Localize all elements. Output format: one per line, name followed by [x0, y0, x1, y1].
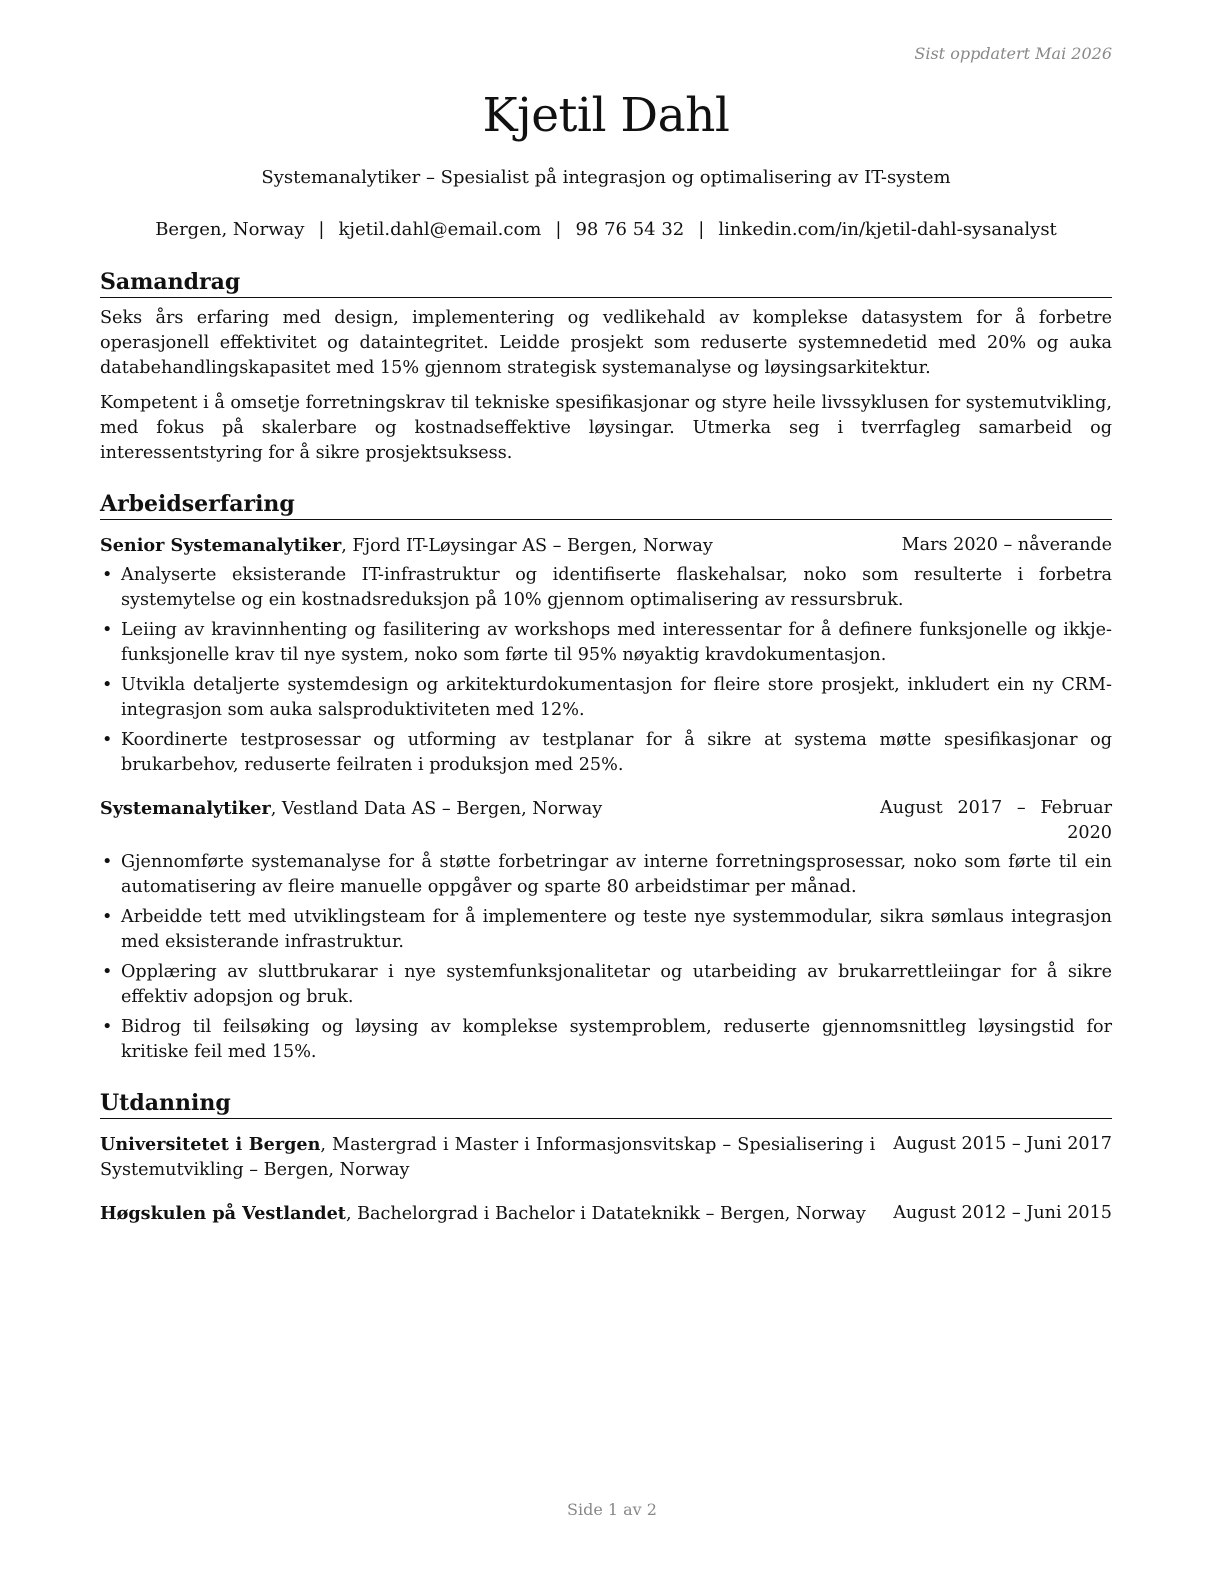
job-bullet: • Gjennomførte systemanalyse for å støtte forbetringar av interne forretningsprosessar, noko som førte til ein automatisering av fleire manuelle oppgåver og sparte 80 arbeidstimar per månad.: [100, 850, 1112, 900]
education-school: Høgskulen på Vestlandet: [100, 1203, 346, 1224]
contact-phone: 98 76 54 32: [575, 219, 685, 240]
job-bullet: • Bidrog til feilsøking og løysing av komplekse systemproblem, reduserte gjennomsnittleg løysingstid for kritiske feil med 15%.: [100, 1015, 1112, 1065]
job-bullet: • Utvikla detaljerte systemdesign og arkitekturdokumentasjon for fleire store prosjekt, inkludert ein ny CRM-integrasjon som auka salsproduktiviteten med 12%.: [100, 673, 1112, 723]
job-entry: [100, 796, 1112, 1065]
job-dates: Mars 2020 – nåverande: [901, 535, 1112, 555]
job-title-line: [100, 796, 862, 822]
contact-line: [100, 218, 1112, 242]
job-header: [100, 796, 1112, 846]
contact-linkedin[interactable]: linkedin.com/in/kjetil-dahl-sysanalyst: [718, 219, 1057, 240]
resume-page: [100, 84, 1112, 1227]
education-school: Universitetet i Bergen: [100, 1134, 321, 1155]
job-entry: [100, 533, 1112, 778]
contact-separator: |: [318, 219, 325, 240]
job-bullets: [100, 850, 1112, 1065]
summary-paragraph: Seks års erfaring med design, implementering og vedlikehald av komplekse datasystem for å forbetre operasjonell effektivitet og dataintegritet. Leidde prosjekt som reduserte systemnedetid med 20% og auka databehandlingskapasitet med 15% gjennom strategisk systemanalyse og løysingsarkitektur.: [100, 308, 1112, 378]
job-bullet: • Leiing av kravinnhenting og fasilitering av workshops med interessentar for å definere funksjonelle og ikkje-funksjonelle krav til nye system, noko som førte til 95% nøyaktig kravdokumentasjon.: [100, 618, 1112, 668]
job-role: Senior Systemanalytiker: [100, 535, 342, 556]
last-updated-note: Sist oppdatert Mai 2026: [914, 44, 1112, 63]
job-bullet: • Analyserte eksisterande IT-infrastruktur og identifiserte flaskehalsar, noko som resulterte i forbetra systemytelse og ein kostnadsreduksjon på 10% gjennom optimalisering av ressursbruk.: [100, 563, 1112, 613]
education-entry: [100, 1132, 1112, 1183]
job-bullet: • Opplæring av sluttbrukarar i nye systemfunksjonalitetar og utarbeiding av brukarrettleiingar for å sikre effektiv adopsjon og bruk.: [100, 960, 1112, 1010]
education-header: [100, 1132, 1112, 1183]
job-dates: August 2017 – Februar 2020: [880, 798, 1112, 843]
education-entry: [100, 1201, 1112, 1227]
contact-location: Bergen, Norway: [155, 219, 305, 240]
job-bullets: [100, 563, 1112, 778]
job-title-line: [100, 533, 884, 559]
section-title-education: Utdanning: [100, 1089, 1112, 1119]
education-title-line: [100, 1201, 875, 1227]
contact-separator: |: [555, 219, 562, 240]
page-number-footer: Side 1 av 2: [567, 1500, 657, 1519]
job-company: , Vestland Data AS – Bergen, Norway: [270, 799, 603, 819]
education-detail: , Bachelorgrad i Bachelor i Datateknikk – Bergen, Norway: [345, 1204, 866, 1224]
job-bullet: • Koordinerte testprosessar og utforming av testplanar for å sikre at systema møtte spesifikasjonar og brukarbehov, reduserte feilraten i produksjon med 25%.: [100, 728, 1112, 778]
section-title-experience: Arbeidserfaring: [100, 490, 1112, 520]
job-role: Systemanalytiker: [100, 798, 271, 819]
summary-paragraph: Kompetent i å omsetje forretningskrav til tekniske spesifikasjonar og styre heile livssyklusen for systemutvikling, med fokus på skalerbare og kostnadseffektive løysingar. Utmerka seg i tverrfagleg samarbeid og interessentstyring for å sikre prosjektsuksess.: [100, 393, 1112, 463]
education-title-line: [100, 1132, 875, 1183]
contact-separator: |: [698, 219, 705, 240]
education-dates: August 2012 – Juni 2015: [893, 1203, 1112, 1223]
job-bullet: • Arbeidde tett med utviklingsteam for å implementere og teste nye systemmodular, sikra sømlaus integrasjon med eksisterande infrastruktur.: [100, 905, 1112, 955]
job-company: , Fjord IT-Løysingar AS – Bergen, Norway: [341, 536, 713, 556]
candidate-headline: Systemanalytiker – Spesialist på integrasjon og optimalisering av IT-system: [261, 167, 951, 188]
education-dates: August 2015 – Juni 2017: [893, 1134, 1112, 1154]
education-detail: , Mastergrad i Master i Informasjonsvitskap – Spesialisering i Systemutvikling – Bergen, Norway: [100, 1135, 876, 1180]
job-header: [100, 533, 1112, 559]
section-title-summary: Samandrag: [100, 268, 1112, 298]
contact-email[interactable]: kjetil.dahl@email.com: [338, 219, 542, 240]
candidate-name: Kjetil Dahl: [482, 88, 730, 143]
education-header: [100, 1201, 1112, 1227]
